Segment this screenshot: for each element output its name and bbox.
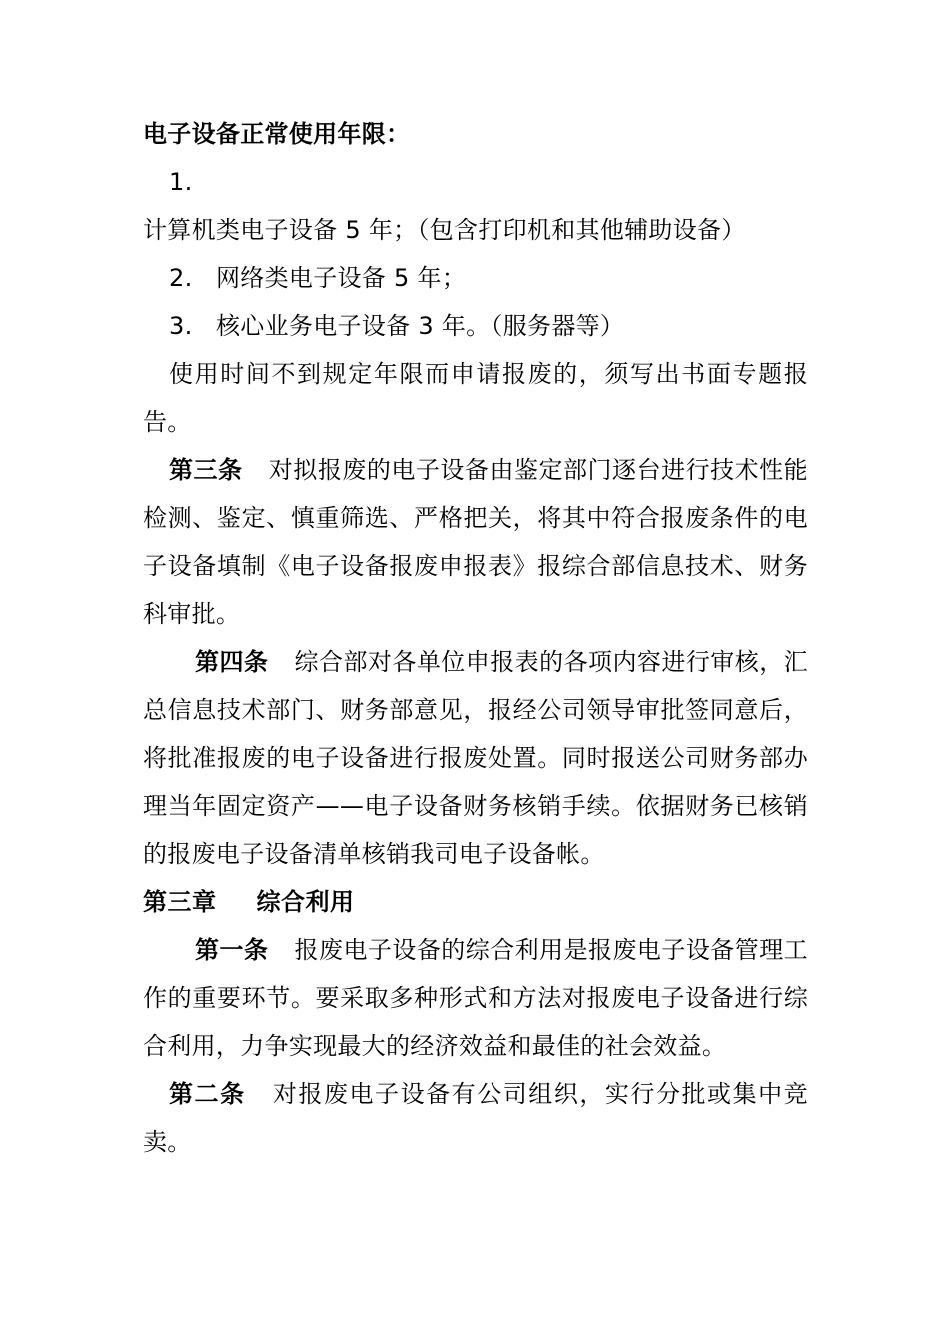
article-ch3-2 [143, 1070, 808, 1166]
article-text: 对拟报废的电子设备由鉴定部门逐台进行技术性能检测、鉴定、慎重筛选、严格把关，将其中符合报废条件的电子设备填制《电子设备报废申报表》报综合部信息技术、财务科审批。 [143, 456, 808, 628]
article-number: 第一条 [195, 936, 269, 964]
article-ch2-4 [143, 638, 808, 878]
article-number: 第二条 [169, 1080, 246, 1108]
lifespan-heading: 电子设备正常使用年限： [143, 120, 411, 148]
chapter-number: 第三章 [143, 888, 217, 916]
article-text: 对报废电子设备有公司组织，实行分批或集中竞卖。 [143, 1080, 808, 1156]
chapter-title: 综合利用 [256, 888, 355, 916]
article-number: 第四条 [195, 648, 269, 676]
document-body [143, 110, 808, 1166]
chapter-heading [143, 878, 808, 926]
article-ch2-3 [143, 446, 808, 638]
article-number: 第三条 [169, 456, 243, 484]
article-text: 综合部对各单位申报表的各项内容进行审核，汇总信息技术部门、财务部意见，报经公司领导审批签同意后，将批准报废的电子设备进行报废处置。同时报送公司财务部办理当年固定资产——电子设备财务核销手续。依据财务已核销的报废电子设备清单核销我司电子设备帐。 [143, 648, 808, 868]
article-text: 报废电子设备的综合利用是报废电子设备管理工作的重要环节。要采取多种形式和方法对报废电子设备进行综合利用，力争实现最大的经济效益和最佳的社会效益。 [143, 936, 808, 1060]
lifespan-item-2 [143, 254, 808, 302]
lifespan-item-3 [143, 302, 808, 350]
list-text: 计算机类电子设备 5 年；（包含打印机和其他辅助设备） [143, 216, 746, 244]
list-number: 1. [169, 168, 193, 196]
list-number: 3. [169, 312, 193, 340]
list-text: 核心业务电子设备 3 年。（服务器等） [216, 312, 625, 340]
lifespan-note: 使用时间不到规定年限而申请报废的，须写出书面专题报告。 [143, 360, 808, 436]
list-text: 网络类电子设备 5 年； [216, 264, 467, 292]
article-ch3-1 [143, 926, 808, 1070]
lifespan-item-1 [143, 158, 808, 254]
list-number: 2. [169, 264, 193, 292]
